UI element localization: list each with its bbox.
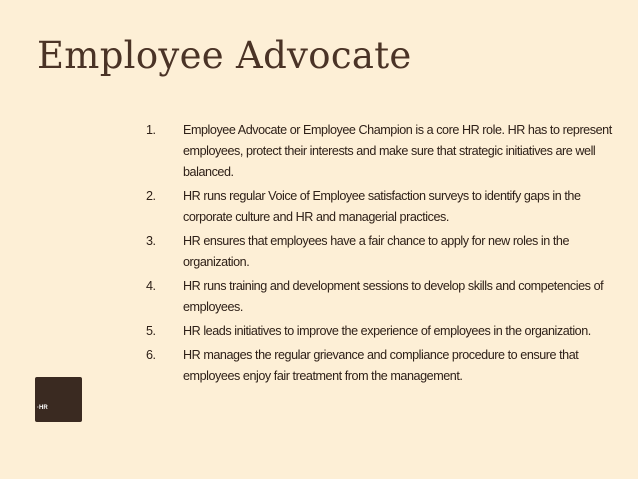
list-item-text: HR runs training and development sessions to develop skills and competencies of employees. <box>183 279 604 314</box>
list-item-text: Employee Advocate or Employee Champion is a core HR role. HR has to represent employees, protect their interests and make sure that strategic initiatives are well balanced. <box>183 123 612 179</box>
list-item-number: 1. <box>146 123 156 137</box>
logo-text: ·HR <box>37 405 48 411</box>
list-item <box>146 321 616 342</box>
list-item-number: 4. <box>146 279 156 293</box>
list-item <box>146 276 616 318</box>
list-item <box>146 345 616 387</box>
list-item <box>146 186 616 228</box>
list-item-number: 2. <box>146 189 156 203</box>
logo-label: HR <box>39 405 48 411</box>
list-item-number: 6. <box>146 348 156 362</box>
list-item <box>146 231 616 273</box>
list-item-text: HR manages the regular grievance and compliance procedure to ensure that employees enjoy fair treatment from the management. <box>183 348 579 383</box>
list-item <box>146 120 616 183</box>
points-list <box>146 120 616 390</box>
list-item-text: HR runs regular Voice of Employee satisfaction surveys to identify gaps in the corporate culture and HR and managerial practices. <box>183 189 581 224</box>
list-item-text: HR leads initiatives to improve the experience of employees in the organization. <box>183 324 591 338</box>
list-item-number: 5. <box>146 324 156 338</box>
list-item-text: HR ensures that employees have a fair chance to apply for new roles in the organization. <box>183 234 570 269</box>
slide-title: Employee Advocate <box>37 34 412 77</box>
list-item-number: 3. <box>146 234 156 248</box>
hr-logo-icon <box>35 377 82 422</box>
